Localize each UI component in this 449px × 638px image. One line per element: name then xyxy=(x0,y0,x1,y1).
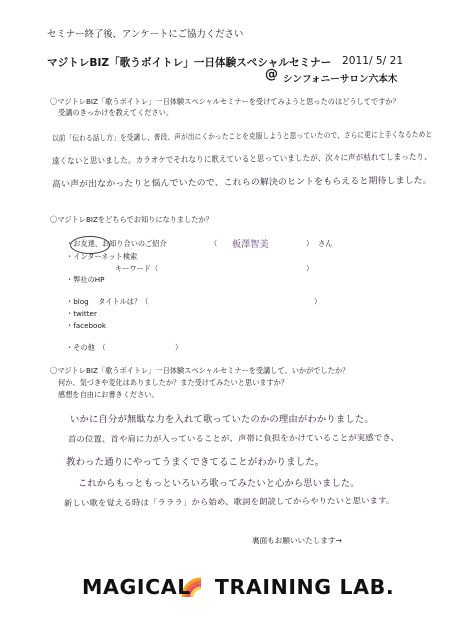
option-hp: ・弊社のHP xyxy=(66,275,105,284)
q3-question-sub1: 何か、気づきや変化はありましたか？また受けてみたいと思いますか？ xyxy=(58,378,289,387)
q2-question: 〇マジトレBIZをどちらでお知りになりましたか？ xyxy=(50,215,213,224)
back-side-note: 裏面もお願いいたします→ xyxy=(252,536,342,545)
friend-name-answer: 板澤智美 xyxy=(232,240,269,250)
option-keyword-close: ） xyxy=(306,264,314,273)
q3-answer-line: 首の位置、首や肩に力が入っていることが、声帯に負担をかけていることが実感でき、 xyxy=(67,432,400,444)
option-friend-paren-open: （ xyxy=(210,239,218,248)
option-friend-san: さん xyxy=(318,239,333,248)
seminar-date: 2011/ 5/ 21 xyxy=(342,55,404,67)
magical-training-lab-logo xyxy=(82,575,394,599)
option-friend-paren-close: ） xyxy=(306,239,314,248)
option-facebook: ・facebook xyxy=(66,321,107,330)
q3-answer-line: 新しい歌を覚える時は「ラララ」から始め、歌詞を朗読してからやりたいと思います。 xyxy=(63,495,395,508)
q1-answer-line: 以前「伝わる話し方」を受講し、普段、声が出にくかったことを克服しようと思っていたので、さらに更に上手くなるためと xyxy=(51,128,433,143)
logo-text-left: MAGICAL xyxy=(82,575,191,599)
q1-question: 〇マジトレBIZ「歌うボイトレ」一日体験スペシャルセミナーを受けてみようと思ったのはどうしてですか？ xyxy=(50,97,400,106)
q3-answer-line: 教わった通りにやってうまくできてることがわかりました。 xyxy=(66,457,325,468)
q1-question-sub: 受講のきっかけを教えてください。 xyxy=(58,108,174,117)
q1-answer-line: 遠くないと思いました。カラオケでそれなりに歌えていると思っていましたが、次々に声が枯れてしまったり、 xyxy=(51,152,432,167)
q3-answer-line: これからもっともっといろいろ歌ってみたいと心から思いました。 xyxy=(78,478,360,489)
q3-question-sub2: 感想を自由にお書きください。 xyxy=(58,390,159,399)
option-friend: ・お友達、お知り合いのご紹介 xyxy=(66,239,167,248)
option-blog-close: ） xyxy=(314,297,322,306)
option-keyword: キーワード（ xyxy=(115,264,159,273)
survey-intro: セミナー終了後、アンケートにご協力ください xyxy=(47,29,244,40)
seminar-title: マジトレBIZ「歌うボイトレ」一日体験スペシャルセミナー xyxy=(47,57,332,69)
q3-question: 〇マジトレBIZ「歌うボイトレ」一日体験スペシャルセミナーを受講して、いかがでしたか？ xyxy=(50,366,350,375)
venue-at-mark: @ xyxy=(265,67,278,82)
option-internet: ・インターネット検索 xyxy=(66,252,138,261)
q1-answer-line: 高い声が出なかったりと悩んでいたので、これらの解決のヒントをもらえると期待しました。 xyxy=(51,176,432,190)
venue-name: シンフォニーサロン六本木 xyxy=(283,74,398,85)
option-other-close: ） xyxy=(175,343,183,352)
option-twitter: ・twitter xyxy=(66,309,97,318)
q3-answer-line: いかに自分が無駄な力を入れて歌っていたのかの理由がわかりました。 xyxy=(70,414,374,425)
logo-text-right: TRAINING LAB. xyxy=(214,575,395,599)
option-other: ・その他 （ xyxy=(66,343,106,352)
option-blog: ・blog タイトルは？（ xyxy=(66,297,149,306)
